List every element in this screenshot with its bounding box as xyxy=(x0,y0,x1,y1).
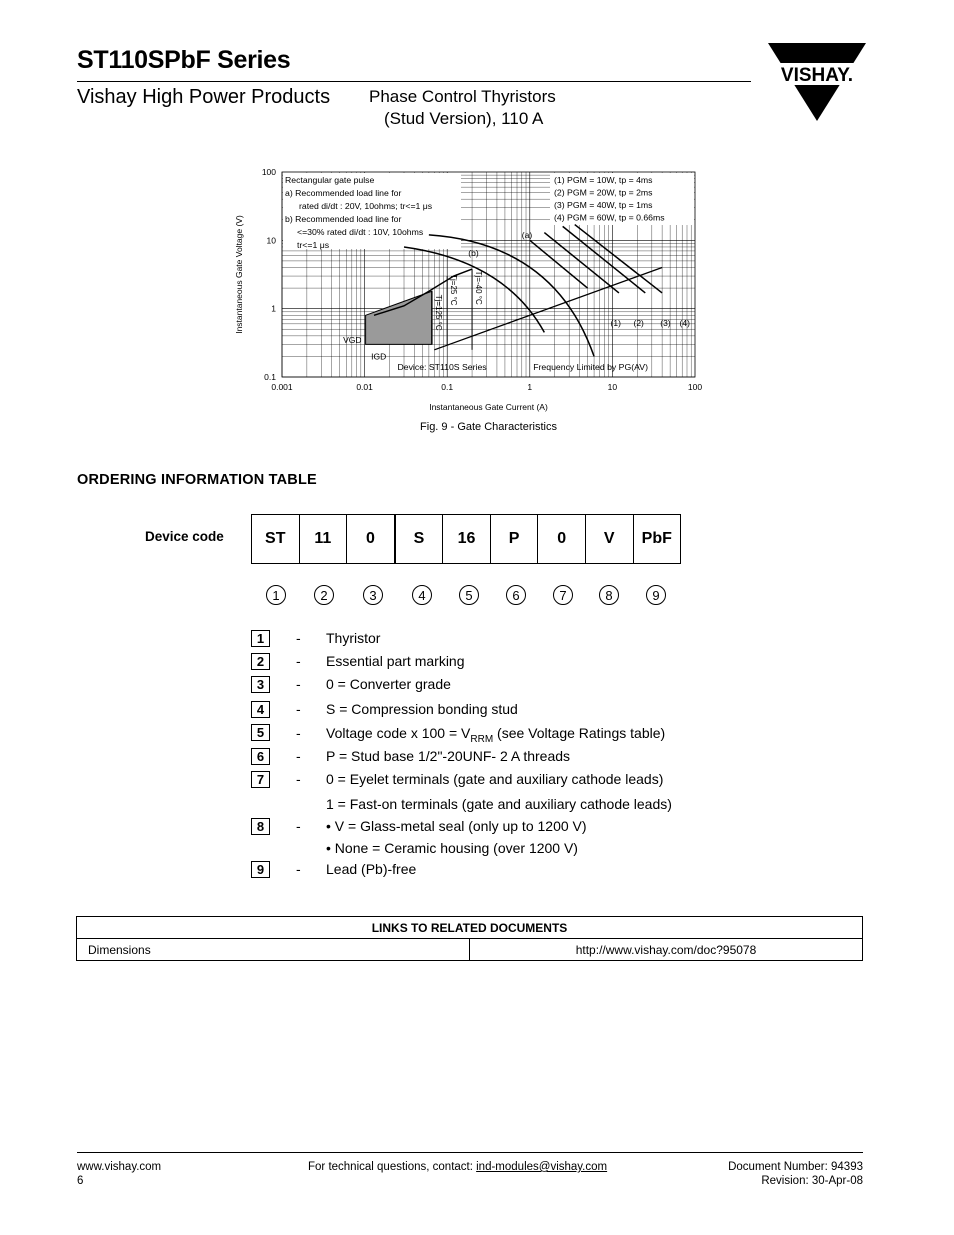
figure-caption: Fig. 9 - Gate Characteristics xyxy=(420,421,557,433)
legend-number: 3 xyxy=(251,676,270,693)
position-marker: 1 xyxy=(266,585,286,605)
x-tick-label: 0.001 xyxy=(271,382,293,392)
x-tick-label: 0.1 xyxy=(441,382,454,392)
code-cell: S xyxy=(394,515,443,563)
code-cell: 0 xyxy=(537,515,585,563)
chart-note: (1) PGM = 10W, tp = 4ms xyxy=(554,175,653,185)
code-cell: V xyxy=(585,515,633,563)
curve-label: Tj=-40 °C xyxy=(474,270,484,305)
footer-right xyxy=(716,1160,863,1188)
footer-contact xyxy=(308,1160,607,1174)
legend-number: 5 xyxy=(251,724,270,741)
position-marker: 9 xyxy=(646,585,666,605)
series-curve xyxy=(563,226,646,293)
legend-number: 4 xyxy=(251,701,270,718)
code-cell: 16 xyxy=(442,515,490,563)
legend-dash: - xyxy=(296,630,301,646)
legend-text: S = Compression bonding stud xyxy=(326,701,518,717)
curve-label: (1) xyxy=(610,317,621,328)
chart-note: Rectangular gate pulse xyxy=(285,175,375,185)
company-name: Vishay High Power Products xyxy=(77,86,331,108)
legend-dash: - xyxy=(296,725,301,741)
position-marker: 5 xyxy=(459,585,479,605)
legend-text: 0 = Converter grade xyxy=(326,676,451,692)
device-code-label: Device code xyxy=(145,529,224,544)
chart-note: tr<=1 μs xyxy=(297,240,330,250)
x-axis-label: Instantaneous Gate Current (A) xyxy=(429,402,548,412)
position-marker: 8 xyxy=(599,585,619,605)
website-link[interactable]: www.vishay.com xyxy=(77,1161,162,1173)
chart-footer-note: Device: ST110S Series xyxy=(397,362,487,372)
legend-text: • None = Ceramic housing (over 1200 V) xyxy=(326,840,578,856)
legend-text: P = Stud base 1/2"-20UNF- 2 A threads xyxy=(326,748,571,764)
code-cell: 0 xyxy=(346,515,394,563)
page-number: 6 xyxy=(77,1175,84,1187)
legend-dash: - xyxy=(296,818,301,834)
related-documents-table xyxy=(76,916,863,961)
legend-dash: - xyxy=(296,676,301,692)
legend-dash: - xyxy=(296,701,301,717)
x-tick-label: 1 xyxy=(527,382,533,392)
device-code-box xyxy=(251,514,681,564)
y-tick-label: 10 xyxy=(266,235,276,246)
legend-number: 1 xyxy=(251,630,270,647)
vishay-logo xyxy=(768,43,866,121)
y-tick-label: 1 xyxy=(271,303,276,314)
legend-number: 8 xyxy=(251,818,270,835)
legend-number: 7 xyxy=(251,771,270,788)
legend-dash: - xyxy=(296,861,301,877)
document-link[interactable]: http://www.vishay.com/doc?95078 xyxy=(470,939,863,961)
y-tick-label: 0.1 xyxy=(264,372,276,382)
legend-dash: - xyxy=(296,771,301,787)
legend-dash: - xyxy=(296,653,301,669)
legend-text: • V = Glass-metal seal (only up to 1200 V) xyxy=(326,818,587,834)
voltage-code-suffix: (see Voltage Ratings table) xyxy=(493,725,666,741)
vrrm-subscript: RRM xyxy=(470,733,494,745)
curve-label: (a) xyxy=(521,229,533,240)
product-line-2: (Stud Version), 110 A xyxy=(384,109,544,128)
product-description xyxy=(369,86,556,130)
legend-text: 0 = Eyelet terminals (gate and auxiliary cathode leads) xyxy=(326,771,664,787)
curve-label: (b) xyxy=(468,248,479,259)
chart-footer-note: Frequency Limited by PG(AV) xyxy=(533,362,648,372)
curve-label: Tj=25 °C xyxy=(449,274,459,306)
curve-label: (2) xyxy=(633,317,644,328)
legend-text: Essential part marking xyxy=(326,653,465,669)
position-marker: 4 xyxy=(412,585,432,605)
series-curve xyxy=(530,240,588,288)
legend-text: Thyristor xyxy=(326,630,381,646)
legend-number: 9 xyxy=(251,861,270,878)
legend-text: Lead (Pb)-free xyxy=(326,861,417,877)
voltage-code-text: Voltage code x 100 = V xyxy=(326,725,471,741)
position-marker: 6 xyxy=(506,585,526,605)
position-marker: 7 xyxy=(553,585,573,605)
x-tick-label: 0.01 xyxy=(356,382,373,392)
logo-text: VISHAY. xyxy=(780,65,854,86)
legend-number: 6 xyxy=(251,748,270,765)
x-tick-label: 100 xyxy=(687,382,703,392)
footer-rule xyxy=(77,1152,863,1153)
code-cell: P xyxy=(490,515,538,563)
curve-label: (3) xyxy=(660,317,671,328)
legend-dash: - xyxy=(296,748,301,764)
header-rule xyxy=(77,81,751,82)
chart-note: (3) PGM = 40W, tp = 1ms xyxy=(554,200,653,210)
chart-note: <=30% rated di/dt : 10V, 10ohms xyxy=(297,227,424,237)
chart-note: rated di/dt : 20V, 10ohms; tr<=1 μs xyxy=(299,201,433,211)
links-heading: LINKS TO RELATED DOCUMENTS xyxy=(77,917,863,939)
revision-date: Revision: 30-Apr-08 xyxy=(761,1175,863,1187)
position-marker: 3 xyxy=(363,585,383,605)
chart-note: (4) PGM = 60W, tp = 0.66ms xyxy=(554,212,665,223)
x-tick-label: 10 xyxy=(607,382,618,392)
table-row xyxy=(77,939,863,961)
chart-note: b) Recommended load line for xyxy=(285,214,402,224)
legend-number: 2 xyxy=(251,653,270,670)
code-cell: 11 xyxy=(299,515,347,563)
vgd-igd-region xyxy=(366,291,432,344)
page-title: ST110SPbF Series xyxy=(77,46,291,74)
curve-label: (4) xyxy=(679,317,690,328)
footer-left xyxy=(77,1160,161,1188)
y-axis-label: Instantaneous Gate Voltage (V) xyxy=(234,215,244,334)
document-number: Document Number: 94393 xyxy=(728,1161,863,1173)
code-cell: ST xyxy=(265,530,286,547)
gate-characteristics-chart xyxy=(228,162,728,442)
contact-email-link[interactable]: ind-modules@vishay.com xyxy=(476,1161,608,1173)
document-label: Dimensions xyxy=(77,939,470,961)
product-line-1: Phase Control Thyristors xyxy=(369,87,556,106)
position-marker: 2 xyxy=(314,585,334,605)
curve-label: VGD xyxy=(343,334,362,345)
y-tick-label: 100 xyxy=(261,167,276,177)
contact-prefix: For technical questions, contact: xyxy=(308,1161,477,1173)
chart-note: a) Recommended load line for xyxy=(285,188,402,198)
curve-label: IGD xyxy=(371,351,387,362)
legend-text xyxy=(326,725,665,745)
ordering-heading: ORDERING INFORMATION TABLE xyxy=(77,472,317,488)
code-cell: PbF xyxy=(633,515,681,563)
curve-label: Tj=125 °C xyxy=(433,294,443,331)
legend-text: 1 = Fast-on terminals (gate and auxiliary cathode leads) xyxy=(326,796,672,812)
chart-note: (2) PGM = 20W, tp = 2ms xyxy=(554,187,653,198)
